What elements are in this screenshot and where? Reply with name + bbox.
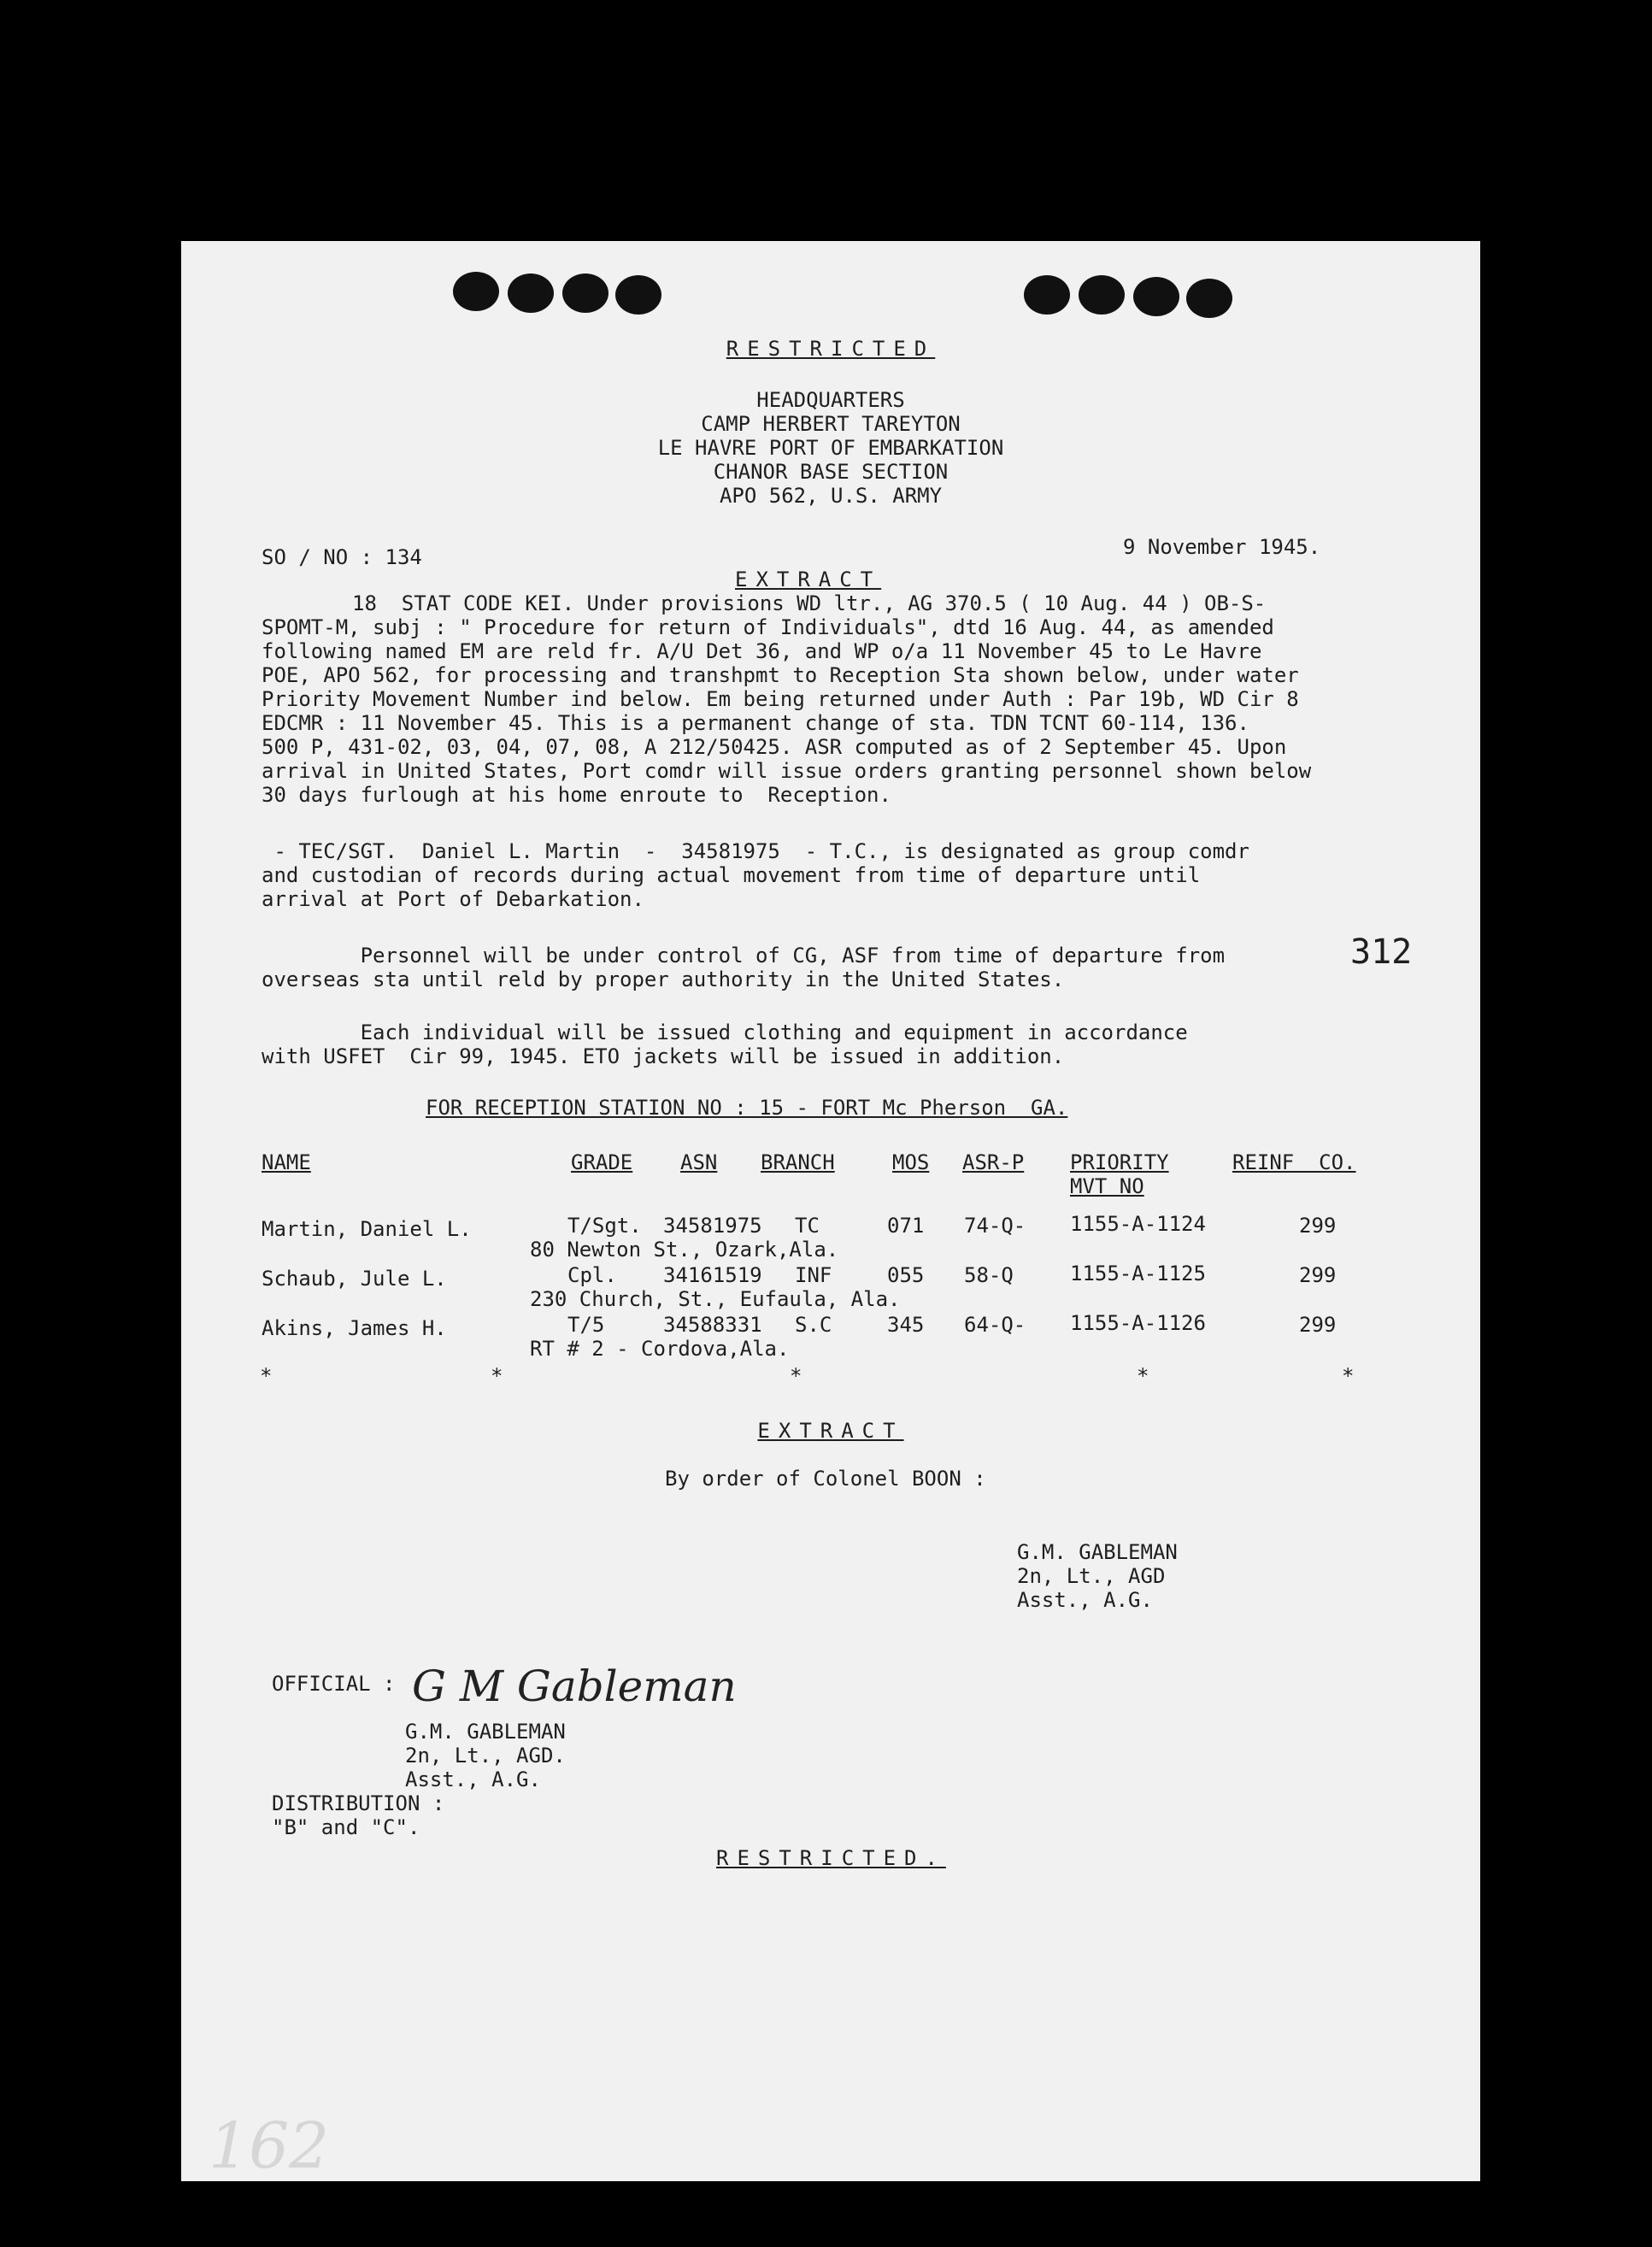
signer-rank: 2n, Lt., AGD — [1017, 1564, 1166, 1588]
separator-star: * — [1137, 1364, 1149, 1388]
punch-hole — [615, 275, 661, 315]
col-asn-header: ASN — [680, 1150, 718, 1174]
signer-title: Asst., A.G. — [1017, 1588, 1153, 1612]
header-line-3: LE HAVRE PORT OF EMBARKATION — [657, 436, 1004, 460]
separator-star: * — [1342, 1364, 1355, 1388]
header-line-2: CAMP HERBERT TAREYTON — [701, 412, 961, 436]
extract-heading: EXTRACT — [735, 568, 882, 591]
handwritten-signature: G M Gableman — [412, 1662, 737, 1711]
punch-hole — [1186, 279, 1232, 318]
distribution-value: "B" and "C". — [272, 1815, 420, 1839]
col-branch-header: BRANCH — [761, 1150, 835, 1174]
col-grade-header: GRADE — [571, 1150, 633, 1174]
col-mvt-header: MVT NO — [1070, 1174, 1144, 1198]
header-line-1: HEADQUARTERS — [756, 388, 905, 412]
punch-hole — [453, 272, 499, 311]
classification-bottom: RESTRICTED. — [716, 1846, 946, 1870]
col-asr-header: ASR-P — [962, 1150, 1025, 1174]
punch-hole — [508, 274, 554, 313]
punch-hole — [1133, 277, 1179, 316]
order-date: 9 November 1945. — [1123, 535, 1321, 559]
separator-star: * — [790, 1364, 802, 1388]
official-signer-name: G.M. GABLEMAN — [405, 1720, 566, 1744]
col-mos-header: MOS — [892, 1150, 930, 1174]
separator-star: * — [491, 1364, 503, 1388]
header-line-5: APO 562, U.S. ARMY — [719, 484, 943, 508]
punch-hole — [1079, 275, 1125, 315]
col-priority-header: PRIORITY — [1070, 1150, 1169, 1174]
classification-top: RESTRICTED — [726, 337, 936, 361]
order-number: SO / NO : 134 — [262, 545, 422, 569]
punch-hole — [1024, 275, 1070, 315]
official-signer-rank: 2n, Lt., AGD. — [405, 1744, 566, 1768]
signer-name: G.M. GABLEMAN — [1017, 1540, 1178, 1564]
official-label: OFFICIAL : — [272, 1672, 396, 1696]
margin-mark: 312 — [1350, 932, 1413, 972]
official-signer-title: Asst., A.G. — [405, 1768, 541, 1791]
separator-star: * — [260, 1364, 273, 1388]
col-reinf-header: REINF CO. — [1232, 1150, 1356, 1174]
archive-number: 162 — [209, 2109, 330, 2183]
header-line-4: CHANOR BASE SECTION — [713, 460, 949, 484]
distribution-label: DISTRIBUTION : — [272, 1791, 445, 1815]
col-name-header: NAME — [262, 1150, 311, 1174]
punch-hole — [562, 274, 608, 313]
reception-station: FOR RECEPTION STATION NO : 15 - FORT Mc Pherson GA. — [426, 1096, 1068, 1120]
document-page: RESTRICTED HEADQUARTERS CAMP HERBERT TAREYTON LE HAVRE PORT OF EMBARKATION CHANOR BASE SECTION APO 562, U.S. ARMY SO / NO : 134 9 November 1945. EXTRACT 18 STAT CODE KEI. Under provisions WD ltr., AG 370.5 ( 10 Aug. 44 ) OB-S- SPOMT-M, subj : " Procedure for return of Individuals", dtd 16 Aug. 44, as amended following named EM are reld fr. A/U Det 36, and WP o/a 11 November 45 to Le Havre POE, APO 562, for processing and transhpmt to Reception Sta shown below, under water Priority Movement Number ind below. Em being returned under Auth : Par 19b, WD Cir 8 EDCMR : 11 November 45. This is a permanent change of sta. TDN TCNT 60-114, 136. 500 P, 431-02, 03, 04, 07, 08, A 212/50425. ASR computed as of 2 September 45. Upon arrival in United States, Port comdr will issue orders granting personnel shown below 30 days furlough at his home enroute to Reception. - TEC/SGT. Daniel L. Martin - 34581975 - T.C., is designated as group comdr and custodian of records during actual movement from time of departure until arrival at Port of Debarkation. Personnel will be under control of CG, ASF from time of departure from overseas sta until reld by proper authority in the United States. 312 Each individual will be issued clothing and equipment in accordance with USFET Cir 99, 1945. ETO jackets will be issued in addition. FOR RECEPTION STATION NO : 15 - FORT Mc Pherson GA. NAME GRADE ASN BRANCH MOS ASR-P PRIORITY MVT NO REINF CO. Martin, Daniel L. T/Sgt. 34581975 TC 071 74-Q- 1155-A-1124 299 80 Newton St., Ozark,Ala. Schaub, Jule L. Cpl. 34161519 INF 055 58-Q 1155-A-1125 299 230 Church, St., Eufaula, Ala. Akins, James H. T/5 34588331 S.C 345 64-Q- 1155-A-1126 299 RT # 2 - Cordova,Ala. * * * * * EXTRACT By order of Colonel BOON : G.M. GABLEMAN 2n, Lt., AGD Asst., A.G. OFFICIAL : G M Gableman G.M. GABLEMAN 2n, Lt., AGD. Asst., A.G. DISTRIBUTION : "B" and "C". RESTRICTED. — [181, 241, 1480, 2181]
extract-footer: EXTRACT — [757, 1419, 904, 1443]
by-order: By order of Colonel BOON : — [665, 1467, 986, 1491]
